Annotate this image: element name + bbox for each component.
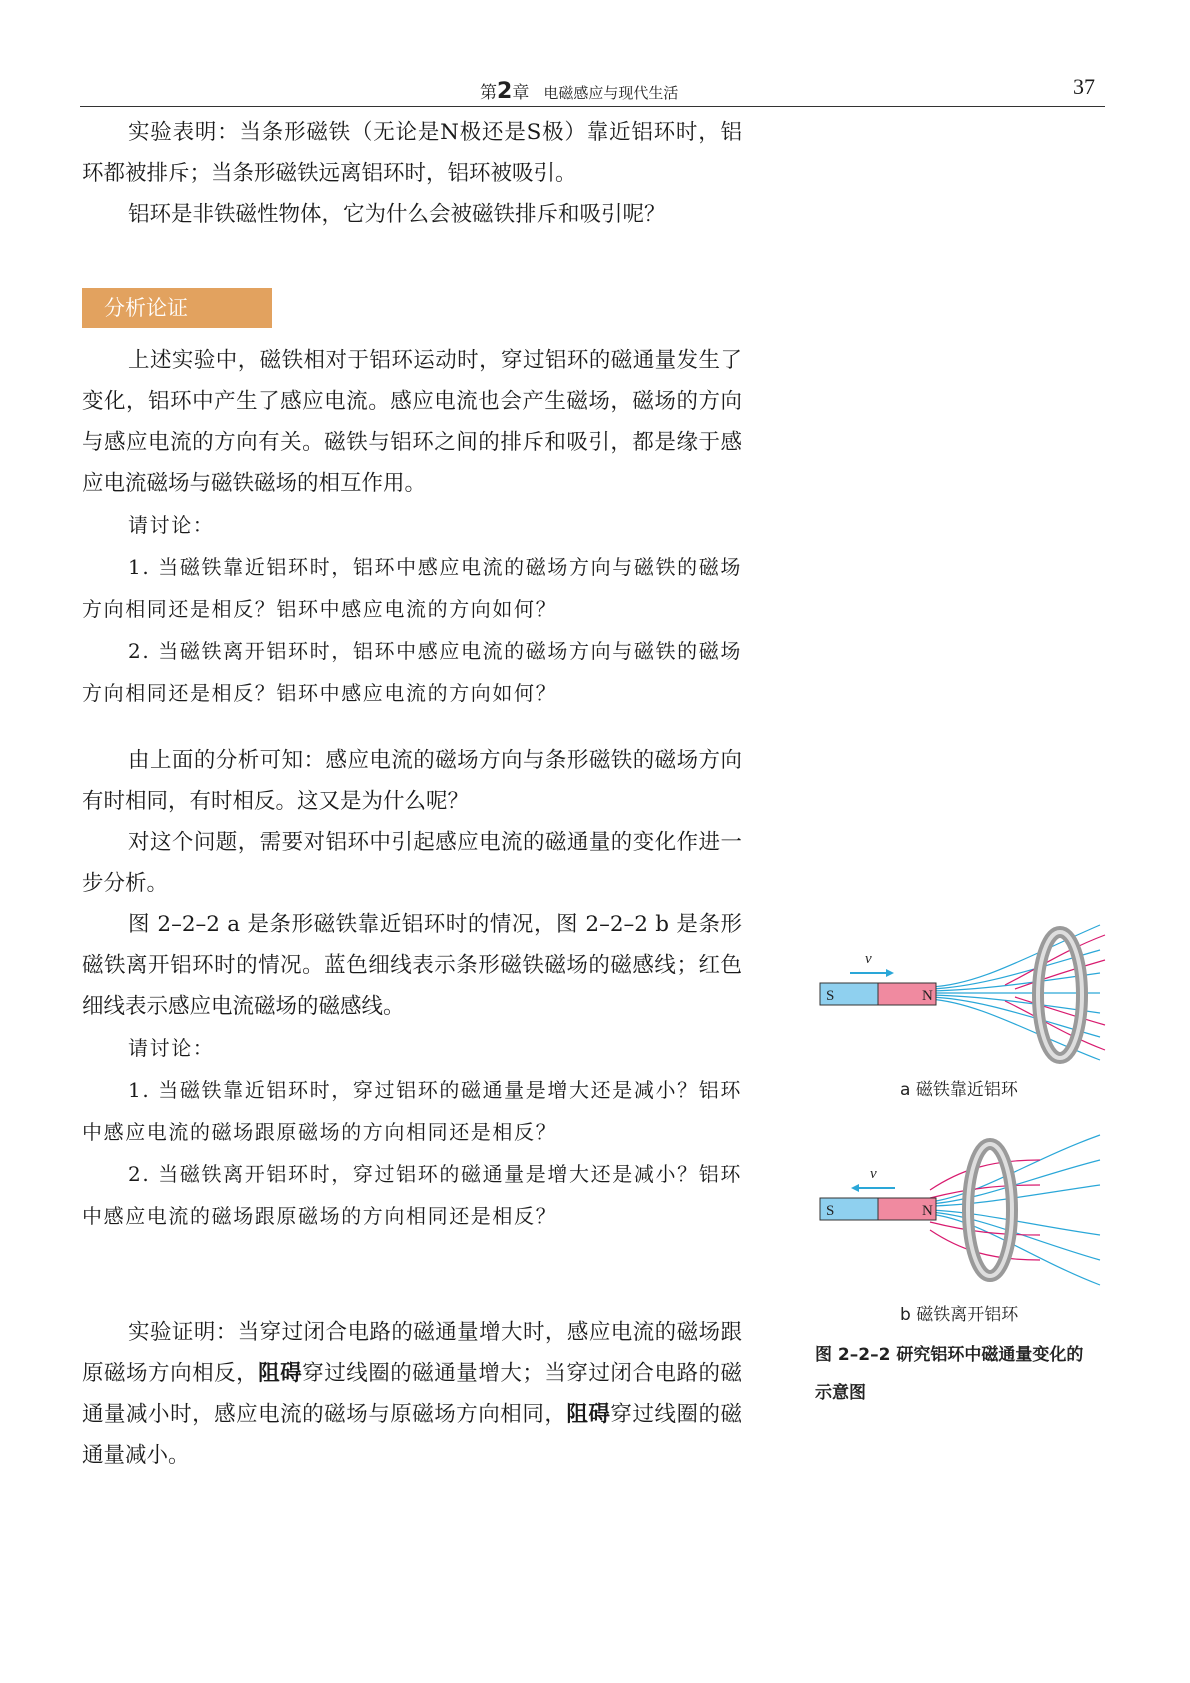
pole-n-label-b: N xyxy=(922,1203,933,1219)
discuss-question-1: 1. 当磁铁靠近铝环时，铝环中感应电流的磁场方向与磁铁的磁场方向相同还是相反？铝环中感应电流的方向如何？ xyxy=(82,555,742,621)
conclusion-paragraph xyxy=(82,1312,742,1476)
conclusion-text-3: 穿过线圈的磁通量减小。 xyxy=(82,1402,742,1468)
figure-b-diagram xyxy=(810,1130,1110,1290)
figure-main-caption-line1: 图 2–2–2 研究铝环中磁通量变化的 xyxy=(815,1345,1084,1365)
velocity-label-b: v xyxy=(870,1166,877,1182)
conclusion-text-2: 穿过线圈的磁通量增大；当穿过闭合电路的磁通量减小时，感应电流的磁场与原磁场方向相同， xyxy=(82,1361,742,1427)
discuss-label-1: 请讨论： xyxy=(128,513,215,537)
pole-s-label-a: S xyxy=(826,988,835,1004)
pole-s-label-b: S xyxy=(826,1203,835,1219)
analysis-paragraph: 上述实验中，磁铁相对于铝环运动时，穿过铝环的磁通量发生了变化，铝环中产生了感应电流。感应电流也会产生磁场，磁场的方向与感应电流的方向有关。磁铁与铝环之间的排斥和吸引，都是缘于感应电流磁场与磁铁磁场的相互作用。 xyxy=(82,348,742,496)
discuss-question-2: 2. 当磁铁离开铝环时，铝环中感应电流的磁场方向与磁铁的磁场方向相同还是相反？铝环中感应电流的方向如何？ xyxy=(82,639,742,705)
intro-section xyxy=(82,112,742,235)
discuss-label-2: 请讨论： xyxy=(128,1036,215,1060)
figure-main-caption-line2: 示意图 xyxy=(815,1383,866,1403)
conclusion-text-1: 实验证明：当穿过闭合电路的磁通量增大时，感应电流的磁场跟原磁场方向相反， xyxy=(82,1320,742,1386)
intro-paragraph-1: 实验表明：当条形磁铁（无论是N极还是S极）靠近铝环时，铝环都被排斥；当条形磁铁远离铝环时，铝环被吸引。 xyxy=(82,120,742,186)
conclusion-emphasis-1: 阻碍 xyxy=(258,1361,303,1386)
chapter-prefix: 第 xyxy=(480,83,497,103)
discuss-question-4: 2. 当磁铁离开铝环时，穿过铝环的磁通量是增大还是减小？铝环中感应电流的磁场跟原磁场的方向相同还是相反？ xyxy=(82,1162,742,1228)
further-paragraph-1: 由上面的分析可知：感应电流的磁场方向与条形磁铁的磁场方向有时相同，有时相反。这又是为什么呢？ xyxy=(82,748,742,814)
conclusion-section xyxy=(82,1312,742,1476)
figure-a-diagram xyxy=(810,915,1110,1065)
chapter-number: 2 xyxy=(497,79,513,104)
figure-b-caption: b 磁铁离开铝环 xyxy=(900,1305,1019,1325)
figure-a-caption: a 磁铁靠近铝环 xyxy=(900,1080,1018,1100)
chapter-title: 电磁感应与现代生活 xyxy=(543,84,679,102)
further-section xyxy=(82,740,742,1237)
page-header xyxy=(80,66,1105,107)
discuss-question-3: 1. 当磁铁靠近铝环时，穿过铝环的磁通量是增大还是减小？铝环中感应电流的磁场跟原磁场的方向相同还是相反？ xyxy=(82,1078,742,1144)
chapter-suffix: 章 xyxy=(512,83,530,103)
analysis-section xyxy=(82,340,742,714)
section-tag-analysis: 分析论证 xyxy=(82,288,272,328)
chapter-heading xyxy=(480,78,678,104)
velocity-label-a: v xyxy=(865,951,872,967)
page-number: 37 xyxy=(1073,74,1095,99)
conclusion-emphasis-2: 阻碍 xyxy=(566,1402,611,1427)
further-paragraph-2: 对这个问题，需要对铝环中引起感应电流的磁通量的变化作进一步分析。 xyxy=(82,830,742,896)
further-paragraph-3: 图 2–2–2 a 是条形磁铁靠近铝环时的情况，图 2–2–2 b 是条形磁铁离开铝环时的情况。蓝色细线表示条形磁铁磁场的磁感线；红色细线表示感应电流磁场的磁感线。 xyxy=(82,912,742,1019)
bar-magnet-a xyxy=(820,983,936,1005)
intro-paragraph-2: 铝环是非铁磁性物体，它为什么会被磁铁排斥和吸引呢？ xyxy=(128,202,666,227)
bar-magnet-b xyxy=(820,1198,936,1220)
pole-n-label-a: N xyxy=(922,988,933,1004)
